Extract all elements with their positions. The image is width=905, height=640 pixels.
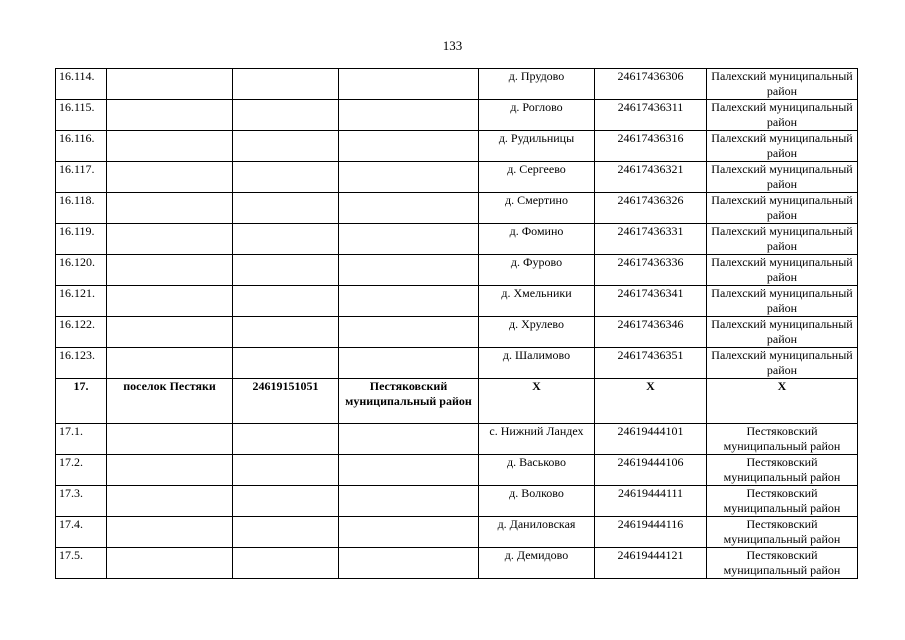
municipality-code-cell: [233, 548, 339, 579]
settlement-name-cell: д. Шалимово: [479, 348, 595, 379]
settlement-code-cell: 24617436346: [595, 317, 707, 348]
row-number-cell: 17.5.: [56, 548, 107, 579]
settlement-district-cell: Пестяковский муниципальный район: [707, 486, 858, 517]
settlement-district-cell: Палехский муниципальный район: [707, 162, 858, 193]
municipality-district-cell: [339, 348, 479, 379]
municipality-district-cell: [339, 193, 479, 224]
municipality-code-cell: [233, 348, 339, 379]
settlement-name-cell: д. Васьково: [479, 455, 595, 486]
settlement-code-cell: 24617436321: [595, 162, 707, 193]
municipality-district-cell: Пестяковский муниципальный район: [339, 379, 479, 424]
row-number-cell: 16.118.: [56, 193, 107, 224]
table-row: [56, 162, 858, 193]
municipality-name-cell: [107, 100, 233, 131]
municipality-code-cell: [233, 100, 339, 131]
municipality-code-cell: [233, 131, 339, 162]
settlement-code-cell: 24619444111: [595, 486, 707, 517]
table-row: [56, 100, 858, 131]
municipality-code-cell: [233, 162, 339, 193]
table-row: [56, 69, 858, 100]
settlement-registry-table: [55, 68, 858, 579]
settlement-name-cell: д. Хмельники: [479, 286, 595, 317]
settlement-district-cell: Пестяковский муниципальный район: [707, 424, 858, 455]
settlement-code-cell: 24619444101: [595, 424, 707, 455]
table-row: [56, 548, 858, 579]
settlement-district-cell: Пестяковский муниципальный район: [707, 455, 858, 486]
settlement-district-cell: Х: [707, 379, 858, 424]
municipality-code-cell: [233, 224, 339, 255]
municipality-name-cell: [107, 131, 233, 162]
settlement-code-cell: 24617436336: [595, 255, 707, 286]
municipality-name-cell: [107, 286, 233, 317]
row-number-cell: 17.: [56, 379, 107, 424]
settlement-district-cell: Пестяковский муниципальный район: [707, 517, 858, 548]
table-row: [56, 317, 858, 348]
settlement-name-cell: д. Фурово: [479, 255, 595, 286]
settlement-district-cell: Палехский муниципальный район: [707, 131, 858, 162]
settlement-code-cell: 24617436351: [595, 348, 707, 379]
municipality-district-cell: [339, 424, 479, 455]
row-number-cell: 16.117.: [56, 162, 107, 193]
row-number-cell: 17.1.: [56, 424, 107, 455]
settlement-code-cell: 24617436306: [595, 69, 707, 100]
municipality-code-cell: 24619151051: [233, 379, 339, 424]
row-number-cell: 17.3.: [56, 486, 107, 517]
municipality-district-cell: [339, 517, 479, 548]
municipality-code-cell: [233, 193, 339, 224]
municipality-code-cell: [233, 517, 339, 548]
municipality-code-cell: [233, 424, 339, 455]
municipality-code-cell: [233, 69, 339, 100]
municipality-district-cell: [339, 100, 479, 131]
municipality-name-cell: [107, 162, 233, 193]
settlement-name-cell: с. Нижний Ландех: [479, 424, 595, 455]
settlement-name-cell: д. Даниловская: [479, 517, 595, 548]
settlement-code-cell: 24617436316: [595, 131, 707, 162]
municipality-district-cell: [339, 162, 479, 193]
table-row: [56, 348, 858, 379]
settlement-district-cell: Палехский муниципальный район: [707, 224, 858, 255]
row-number-cell: 16.114.: [56, 69, 107, 100]
settlement-name-cell: д. Волково: [479, 486, 595, 517]
table-row: [56, 455, 858, 486]
settlement-name-cell: д. Рудильницы: [479, 131, 595, 162]
settlement-district-cell: Палехский муниципальный район: [707, 193, 858, 224]
row-number-cell: 16.115.: [56, 100, 107, 131]
municipality-name-cell: [107, 424, 233, 455]
settlement-district-cell: Пестяковский муниципальный район: [707, 548, 858, 579]
row-number-cell: 16.122.: [56, 317, 107, 348]
municipality-district-cell: [339, 255, 479, 286]
settlement-code-cell: 24617436326: [595, 193, 707, 224]
table-row: [56, 517, 858, 548]
table-row: [56, 486, 858, 517]
row-number-cell: 17.4.: [56, 517, 107, 548]
municipality-name-cell: [107, 224, 233, 255]
municipality-district-cell: [339, 548, 479, 579]
municipality-district-cell: [339, 317, 479, 348]
settlement-name-cell: д. Сергеево: [479, 162, 595, 193]
settlement-name-cell: д. Прудово: [479, 69, 595, 100]
municipality-district-cell: [339, 486, 479, 517]
municipality-name-cell: [107, 317, 233, 348]
settlement-name-cell: д. Роглово: [479, 100, 595, 131]
municipality-name-cell: [107, 348, 233, 379]
settlement-district-cell: Палехский муниципальный район: [707, 286, 858, 317]
municipality-name-cell: [107, 455, 233, 486]
municipality-name-cell: [107, 548, 233, 579]
row-number-cell: 16.121.: [56, 286, 107, 317]
settlement-code-cell: 24619444106: [595, 455, 707, 486]
municipality-district-cell: [339, 131, 479, 162]
settlement-code-cell: 24617436331: [595, 224, 707, 255]
page-number: 133: [442, 38, 463, 53]
municipality-name-cell: поселок Пестяки: [107, 379, 233, 424]
settlement-name-cell: д. Демидово: [479, 548, 595, 579]
municipality-code-cell: [233, 317, 339, 348]
table-row: [56, 131, 858, 162]
settlement-name-cell: д. Хрулево: [479, 317, 595, 348]
settlement-name-cell: Х: [479, 379, 595, 424]
municipality-name-cell: [107, 69, 233, 100]
municipality-name-cell: [107, 486, 233, 517]
settlement-code-cell: Х: [595, 379, 707, 424]
municipality-code-cell: [233, 286, 339, 317]
settlement-district-cell: Палехский муниципальный район: [707, 100, 858, 131]
municipality-district-cell: [339, 286, 479, 317]
municipality-name-cell: [107, 255, 233, 286]
row-number-cell: 16.123.: [56, 348, 107, 379]
municipality-name-cell: [107, 517, 233, 548]
settlement-code-cell: 24617436341: [595, 286, 707, 317]
settlement-code-cell: 24617436311: [595, 100, 707, 131]
municipality-name-cell: [107, 193, 233, 224]
settlement-code-cell: 24619444121: [595, 548, 707, 579]
municipality-code-cell: [233, 486, 339, 517]
settlement-district-cell: Палехский муниципальный район: [707, 69, 858, 100]
table-row: [56, 193, 858, 224]
table-row: [56, 255, 858, 286]
settlement-name-cell: д. Смертино: [479, 193, 595, 224]
municipality-code-cell: [233, 455, 339, 486]
table-group-row: [56, 379, 858, 424]
row-number-cell: 16.120.: [56, 255, 107, 286]
settlement-district-cell: Палехский муниципальный район: [707, 348, 858, 379]
municipality-district-cell: [339, 455, 479, 486]
settlement-district-cell: Палехский муниципальный район: [707, 317, 858, 348]
row-number-cell: 16.119.: [56, 224, 107, 255]
settlement-district-cell: Палехский муниципальный район: [707, 255, 858, 286]
municipality-district-cell: [339, 224, 479, 255]
table-row: [56, 286, 858, 317]
municipality-code-cell: [233, 255, 339, 286]
registry-table-body: [56, 69, 858, 579]
municipality-district-cell: [339, 69, 479, 100]
row-number-cell: 16.116.: [56, 131, 107, 162]
settlement-code-cell: 24619444116: [595, 517, 707, 548]
table-row: [56, 224, 858, 255]
row-number-cell: 17.2.: [56, 455, 107, 486]
settlement-name-cell: д. Фомино: [479, 224, 595, 255]
table-row: [56, 424, 858, 455]
